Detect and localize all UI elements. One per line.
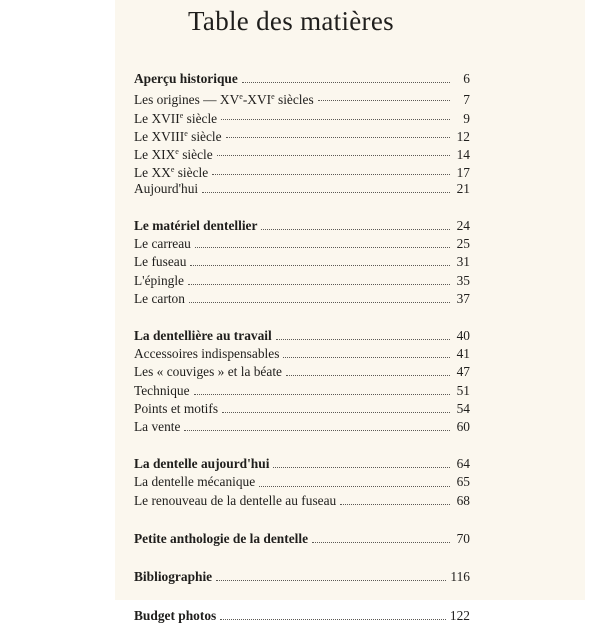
- toc-page-number: 65: [456, 474, 470, 490]
- toc-entry-label: Le XIXe siècle: [134, 147, 213, 163]
- toc-page-number: 21: [456, 180, 470, 196]
- dot-leader: [217, 154, 450, 156]
- dot-leader: [226, 136, 450, 138]
- toc-page-number: 64: [456, 456, 470, 472]
- toc-entry-xxe-siecle: [134, 161, 470, 179]
- page-title: Table des matières: [188, 6, 394, 36]
- toc-entry-le-carton: [134, 290, 470, 308]
- toc-entry-le-carreau: [134, 235, 470, 253]
- toc-page-number: 25: [456, 235, 470, 251]
- toc-page-number: 17: [456, 165, 470, 181]
- toc-page-number: 31: [456, 254, 470, 270]
- toc-page-number: 7: [463, 92, 470, 108]
- toc-page-number: 37: [456, 290, 470, 306]
- toc-page-number: 14: [456, 147, 470, 163]
- dot-leader: [189, 301, 450, 303]
- toc-heading-dentelle-aujourdhui: [134, 455, 470, 473]
- toc-entry-label: Le renouveau de la dentelle au fuseau: [134, 492, 337, 508]
- toc-heading-label: La dentelle aujourd'hui: [134, 456, 270, 472]
- toc-page-number: 40: [456, 327, 470, 343]
- toc-page-number: 116: [450, 569, 470, 585]
- toc-heading-apercu-historique: [134, 70, 470, 88]
- toc-entry-label: Le fuseau: [134, 254, 187, 270]
- dot-leader: [220, 618, 446, 620]
- dot-leader: [276, 338, 450, 340]
- dot-leader: [202, 191, 450, 193]
- toc-heading-petite-anthologie: [134, 530, 470, 548]
- dot-leader: [221, 118, 450, 120]
- toc-page-number: 51: [456, 382, 470, 398]
- toc-entry-technique: [134, 382, 470, 400]
- toc-heading-label: Le matériel dentellier: [134, 217, 258, 233]
- toc-heading-label: La dentellière au travail: [134, 327, 272, 343]
- toc-heading-label: Petite anthologie de la dentelle: [134, 531, 309, 547]
- dot-leader: [195, 246, 450, 248]
- toc-heading-label: Bibliographie: [134, 569, 213, 585]
- toc-entry-label: Points et motifs: [134, 400, 219, 416]
- toc-entry-points-et-motifs: [134, 400, 470, 418]
- toc-entry-label: Technique: [134, 382, 190, 398]
- toc-page-number: 9: [463, 110, 470, 126]
- dot-leader: [318, 99, 450, 101]
- toc-page-number: 12: [456, 128, 470, 144]
- toc-entry-xixe-siecle: [134, 143, 470, 161]
- toc-entry-label: L'épingle: [134, 272, 185, 288]
- toc-entry-label: Les « couviges » et la béate: [134, 364, 282, 380]
- toc-page-number: 47: [456, 364, 470, 380]
- toc-page-number: 68: [456, 492, 470, 508]
- toc-page-number: 54: [456, 400, 470, 416]
- toc-entry-couviges: [134, 363, 470, 381]
- dot-leader: [259, 485, 450, 487]
- toc-entry-accessoires: [134, 345, 470, 363]
- toc-entry-label: Le XVIIe siècle: [134, 110, 218, 126]
- toc-entry-label: Accessoires indispensables: [134, 346, 280, 362]
- toc-heading-dentelliere-au-travail: [134, 327, 470, 345]
- toc-entry-le-fuseau: [134, 253, 470, 271]
- toc-entry-la-vente: [134, 418, 470, 436]
- toc-entry-label: Aujourd'hui: [134, 180, 199, 196]
- toc-heading-materiel-dentellier: [134, 217, 470, 235]
- toc-entry-aujourdhui: [134, 180, 470, 198]
- dot-leader: [188, 283, 450, 285]
- toc-page-number: 70: [456, 531, 470, 547]
- toc-entry-label: Le XVIIIe siècle: [134, 128, 222, 144]
- dot-leader: [190, 264, 450, 266]
- toc-page-number: 24: [456, 217, 470, 233]
- toc-entry-label: Le carreau: [134, 235, 191, 251]
- toc-heading-budget-photos: [134, 607, 470, 625]
- toc-heading-bibliographie: [134, 568, 470, 586]
- toc-page-number: 122: [449, 607, 470, 623]
- toc-entry-label: La dentelle mécanique: [134, 474, 256, 490]
- toc-entry-les-origines: [134, 88, 470, 106]
- toc-entry-label: Les origines — XVe-XVIe siècles: [134, 92, 314, 108]
- toc-page-number: 60: [456, 419, 470, 435]
- toc-entry-renouveau: [134, 492, 470, 510]
- dot-leader: [286, 374, 450, 376]
- dot-leader: [261, 228, 450, 230]
- dot-leader: [184, 429, 450, 431]
- dot-leader: [312, 541, 450, 543]
- toc-entry-xviiie-siecle: [134, 125, 470, 143]
- toc-entry-label: Le XXe siècle: [134, 165, 209, 181]
- toc-page-number: 35: [456, 272, 470, 288]
- dot-leader: [242, 81, 450, 83]
- dot-leader: [222, 411, 450, 413]
- toc-page-number: 41: [456, 346, 470, 362]
- toc-entry-lepingle: [134, 272, 470, 290]
- toc-entry-dentelle-mecanique: [134, 473, 470, 491]
- toc-heading-label: Aperçu historique: [134, 71, 238, 86]
- toc-heading-label: Budget photos: [134, 607, 217, 623]
- dot-leader: [273, 466, 450, 468]
- toc-page-number: 6: [463, 71, 470, 86]
- dot-leader: [194, 393, 450, 395]
- toc-entry-label: Le carton: [134, 290, 185, 306]
- toc-entry-label: La vente: [134, 419, 181, 435]
- dot-leader: [340, 503, 450, 505]
- toc-entry-xviie-siecle: [134, 107, 470, 125]
- dot-leader: [216, 579, 446, 581]
- dot-leader: [283, 356, 450, 358]
- dot-leader: [212, 173, 450, 175]
- table-of-contents: [134, 70, 470, 625]
